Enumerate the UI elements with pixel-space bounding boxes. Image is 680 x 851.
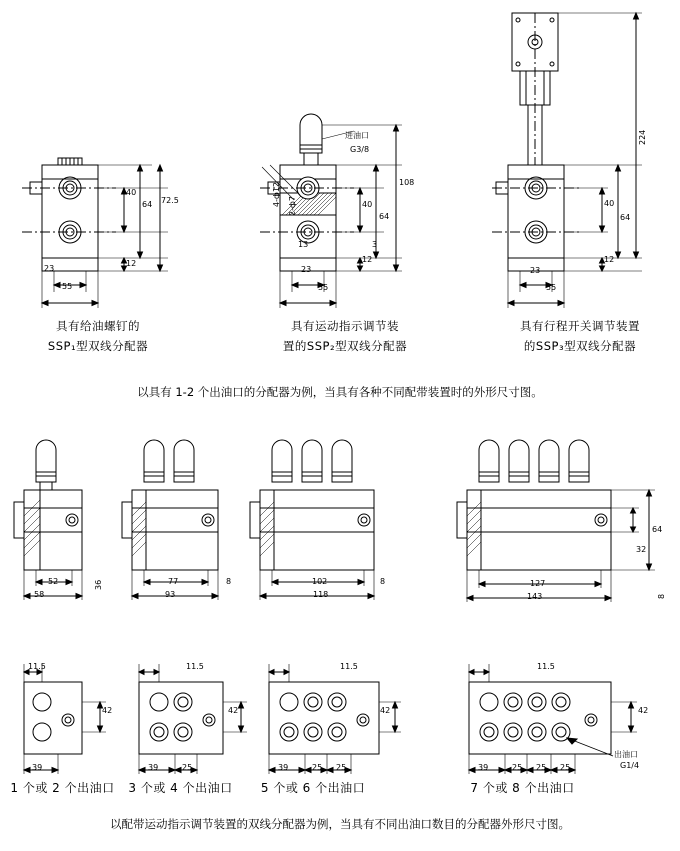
dim-39-bot1: 39 [32, 763, 43, 772]
dim-12-fig2: 12 [362, 255, 373, 264]
dim-64-fig3: 64 [620, 213, 631, 222]
figure-title-middle: 以具有 1-2 个出油口的分配器为例，当具有各种不同配带装置时的外形尺寸图。 [137, 385, 543, 399]
dim-77-mid2: 77 [168, 577, 179, 586]
dim-39-bot3: 39 [278, 763, 289, 772]
dim-55-fig1: 55 [62, 282, 73, 291]
figure-ssp3-drawing [490, 5, 680, 320]
dim-58-mid1: 58 [34, 590, 45, 599]
caption-ssp2-line2: 置的SSP₂型双线分配器 [282, 339, 408, 353]
dim-8-mid2: 8 [226, 577, 232, 586]
label-inlet-port-fig2: 进油口 [345, 131, 369, 140]
dim-143-mid4: 143 [527, 592, 543, 601]
dim-118-mid3: 118 [313, 590, 329, 599]
dim-64-mid4: 64 [652, 525, 663, 534]
dim-42-bot3: 42 [380, 706, 391, 715]
dim-115-bot4: 11.5 [537, 662, 555, 671]
dim-4phi12-fig2: 4-ф12 [272, 182, 281, 207]
dim-115-bot2: 11.5 [186, 662, 204, 671]
figure-mid-4-drawing [455, 420, 670, 615]
label-bottom-3: 5 个或 6 个出油口 [260, 781, 366, 795]
caption-ssp1-line1: 具有给油螺钉的 [56, 319, 140, 333]
dim-725-fig1: 72.5 [161, 196, 179, 205]
dim-23-fig3: 23 [530, 266, 541, 275]
dim-13-fig2: 13 [298, 240, 309, 249]
figure-ssp1-drawing [20, 140, 210, 320]
figure-bot-2-drawing [125, 660, 255, 780]
dim-2phi7-fig2: 2-ф7 [288, 196, 297, 216]
dim-12-fig3: 12 [604, 255, 615, 264]
dim-3-fig2: 3 [372, 240, 378, 249]
dim-25a-bot4: 25 [512, 763, 523, 772]
dim-115-bot1: 11.5 [28, 662, 46, 671]
label-bottom-4: 7 个或 8 个出油口 [470, 781, 575, 795]
caption-ssp1-line2: SSP₁型双线分配器 [47, 339, 149, 353]
dim-12-fig1: 12 [126, 259, 137, 268]
dim-40-fig2: 40 [362, 200, 373, 209]
dim-224-fig3: 224 [638, 129, 647, 145]
caption-ssp3-line1: 具有行程开关调节装置 [520, 319, 640, 333]
dim-93-mid2: 93 [165, 590, 176, 599]
label-g38-fig2: G3/8 [350, 145, 370, 154]
dim-64-fig1: 64 [142, 200, 153, 209]
figure-bot-1-drawing [10, 660, 120, 780]
dim-55-fig2: 55 [318, 283, 329, 292]
figure-mid-1-drawing [10, 420, 120, 610]
dim-108-fig2: 108 [399, 178, 415, 187]
label-g14-bot4: G1/4 [620, 761, 640, 770]
dim-115-bot3: 11.5 [340, 662, 358, 671]
dim-102-mid3: 102 [312, 577, 328, 586]
dim-25b-bot3: 25 [336, 763, 347, 772]
dim-55-fig3: 55 [546, 283, 557, 292]
label-bottom-2: 3 个或 4 个出油口 [128, 781, 233, 795]
dim-25b-bot4: 25 [536, 763, 547, 772]
dim-64-fig2: 64 [379, 212, 390, 221]
dim-42-bot2: 42 [228, 706, 239, 715]
dim-36-mid1: 36 [94, 579, 103, 590]
dim-39-bot2: 39 [148, 763, 159, 772]
dim-40-fig3: 40 [604, 199, 615, 208]
label-bottom-1: 1 个或 2 个出油口 [10, 781, 115, 795]
dim-52-mid1: 52 [48, 577, 59, 586]
caption-ssp3-line2: 的SSP₃型双线分配器 [523, 339, 637, 353]
figure-bot-3-drawing [255, 660, 405, 780]
dim-25a-bot3: 25 [312, 763, 323, 772]
dim-42-bot4: 42 [638, 706, 649, 715]
dim-23-fig1: 23 [44, 264, 55, 273]
dim-25c-bot4: 25 [560, 763, 571, 772]
label-outlet-port-bot4: 出油口 [614, 750, 638, 759]
dim-25-bot2: 25 [182, 763, 193, 772]
dim-32-mid4: 32 [636, 545, 647, 554]
dim-8-mid4: 8 [657, 593, 666, 599]
caption-ssp2-line1: 具有运动指示调节装 [291, 319, 399, 333]
dim-23-fig2: 23 [301, 265, 312, 274]
dim-42-bot1: 42 [102, 706, 113, 715]
dim-127-mid4: 127 [530, 579, 546, 588]
dim-39-bot4: 39 [478, 763, 489, 772]
dim-8-mid3: 8 [380, 577, 386, 586]
dim-40-fig1: 40 [126, 188, 137, 197]
figure-title-bottom: 以配带运动指示调节装置的双线分配器为例，当具有不同出油口数目的分配器外形尺寸图。 [110, 817, 570, 831]
